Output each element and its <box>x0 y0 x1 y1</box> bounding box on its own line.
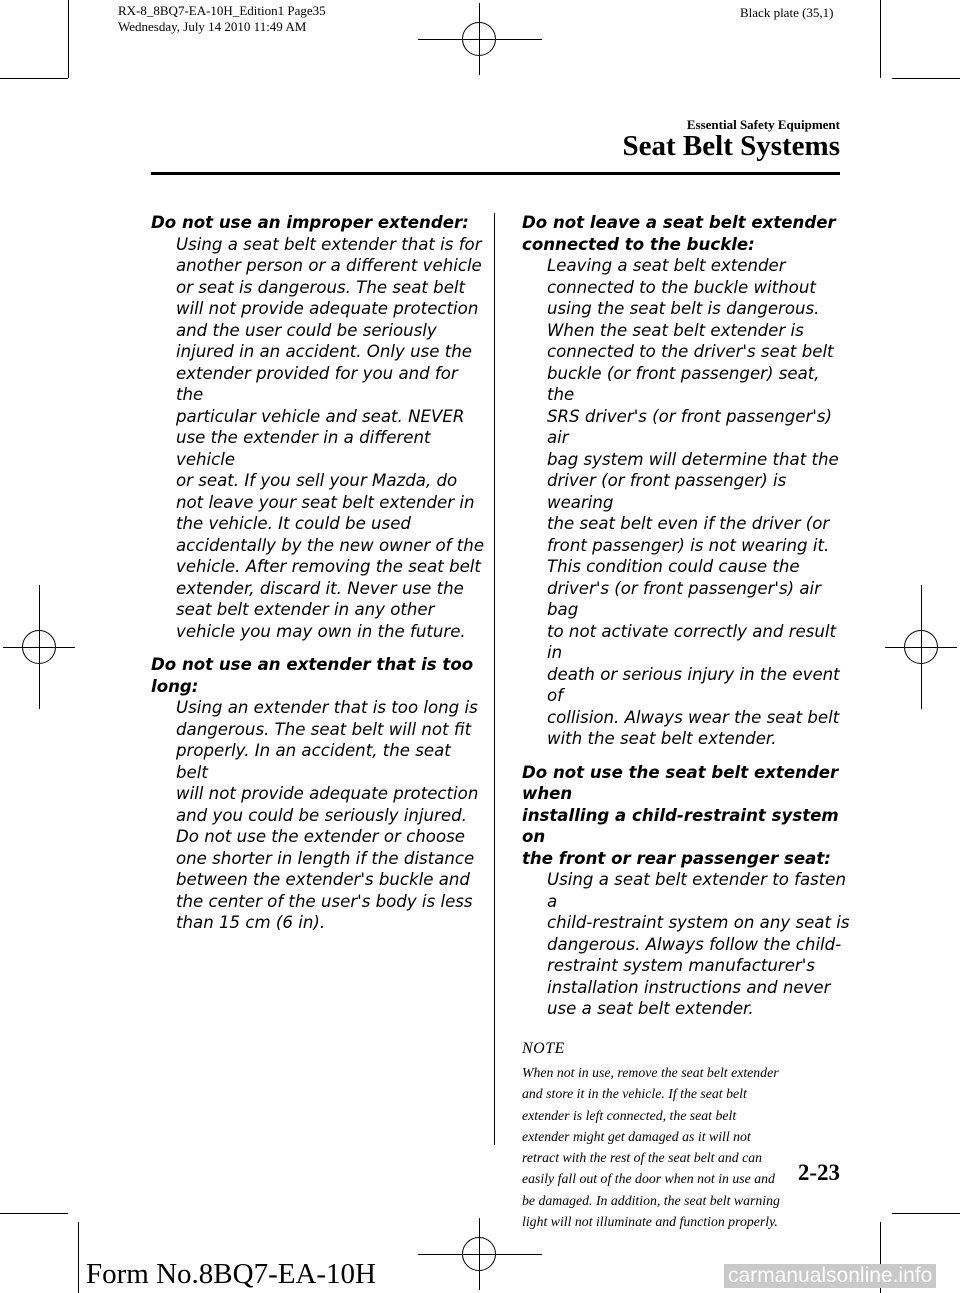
header-rule <box>151 172 840 175</box>
crop-mark <box>880 0 881 78</box>
left-column <box>151 212 486 946</box>
form-number: Form No.8BQ7-EA-10H <box>86 1258 376 1290</box>
crop-mark <box>892 1213 960 1214</box>
warning-body: Using a seat belt extender that is for another person or a different vehicle or seat is dangerous. The seat belt will not provide adequate protection and the user could be seriously injured in an accident. Only use the extender provided for you and for the particular vehicle and seat. NEVER use the extender in a different vehicle or seat. If you sell your Mazda, do not leave your seat belt extender in the vehicle. It could be used accidentally by the new owner of the vehicle. After removing the seat belt extender, discard it. Never use the seat belt extender in any other vehicle you may own in the future. <box>176 234 485 641</box>
section-label: Essential Safety Equipment <box>686 117 840 132</box>
note-title: NOTE <box>522 1039 565 1057</box>
warning-heading: Do not use the seat belt extender when installing a child-restraint system on the front or rear passenger seat: <box>522 762 839 868</box>
warning-heading: Do not use an extender that is too long: <box>151 655 474 696</box>
crop-mark <box>0 1213 68 1214</box>
page-number: 2-23 <box>797 1160 840 1185</box>
print-info-file: RX-8_8BQ7-EA-10H_Edition1 Page35 <box>118 3 326 18</box>
warning-heading: Do not leave a seat belt extender connected to the buckle: <box>522 213 836 254</box>
print-info <box>118 3 326 35</box>
crop-mark <box>0 78 68 79</box>
warning-body: Using a seat belt extender to fasten a child-restraint system on any seat is dangerous. Always follow the child- restraint system manufacturer's installation instructions and never use a seat belt extender. <box>547 870 850 1018</box>
warning-item <box>151 654 486 934</box>
right-column <box>522 212 852 1232</box>
warning-heading: Do not use an improper extender: <box>151 213 469 232</box>
crop-mark <box>892 78 960 79</box>
crop-mark <box>68 0 69 78</box>
warning-item <box>522 212 852 750</box>
watermark: carmanualsonline.info <box>724 1264 936 1288</box>
crop-mark <box>78 1222 79 1293</box>
column-divider <box>494 213 495 1145</box>
warning-item <box>522 762 852 1020</box>
note-body: When not in use, remove the seat belt extender and store it in the vehicle. If the seat belt extender is left connected, the seat belt extender might get damaged as it will not retract with the rest of the seat belt and can easily fall out of the door when not in use and be damaged. In addition, the seat belt warning light will not illuminate and function properly. <box>522 1065 780 1230</box>
plate-label: Black plate (35,1) <box>740 5 834 20</box>
warning-body: Using an extender that is too long is dangerous. The seat belt will not fit properly. In an accident, the seat belt will not provide adequate protection and you could be seriously injured. Do not use the extender or choose one shorter in length if the distance between the extender's buckle and the center of the user's body is less than 15 cm (6 in). <box>176 698 479 932</box>
warning-body: Leaving a seat belt extender connected to the buckle without using the seat belt is dangerous. When the seat belt extender is connected to the driver's seat belt buckle (or front passenger) seat, the SRS driver's (or front passenger's) air bag system will determine that the driver (or front passenger) is wearing the seat belt even if the driver (or front passenger) is not wearing it. This condition could cause the driver's (or front passenger's) air bag to not activate correctly and result in death or serious injury in the event of collision. Always wear the seat belt with the seat belt extender. <box>547 256 840 748</box>
page-title: Seat Belt Systems <box>622 130 840 162</box>
print-info-date: Wednesday, July 14 2010 11:49 AM <box>118 19 307 34</box>
warning-item <box>151 212 486 642</box>
